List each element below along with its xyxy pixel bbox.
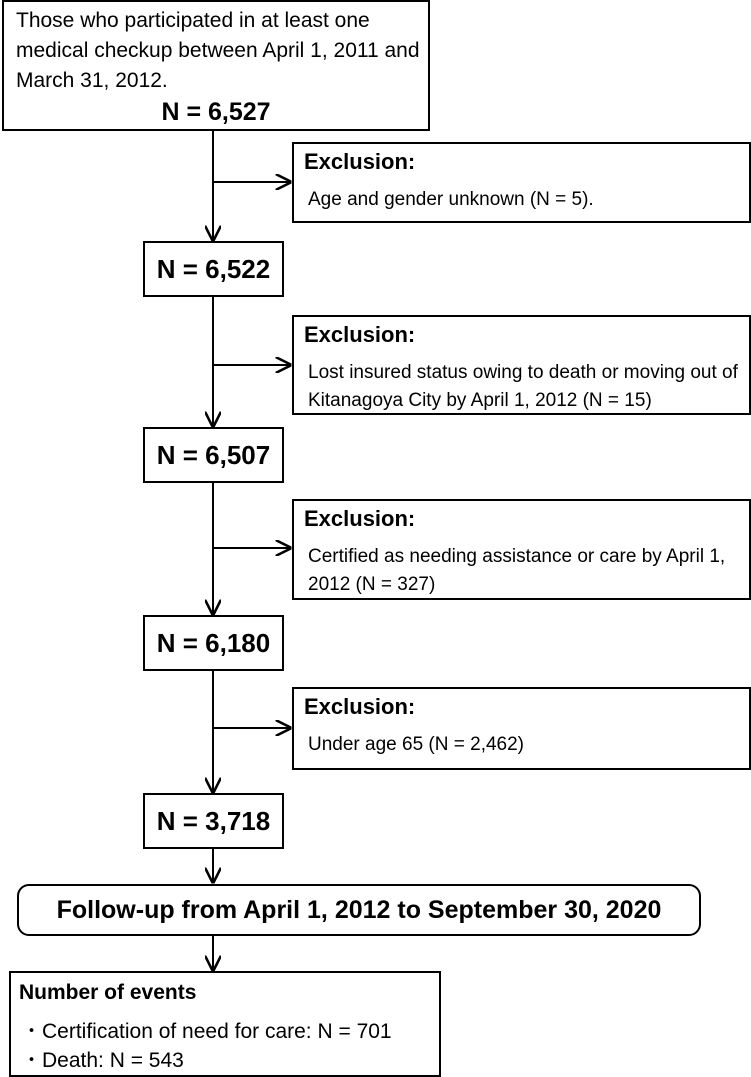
remaining-box-2 xyxy=(143,427,284,483)
exclusion-box-1 xyxy=(292,142,751,223)
remaining-count: N = 6,180 xyxy=(156,627,271,658)
remaining-box-1 xyxy=(143,241,284,297)
exclusion-text: Age and gender unknown (N = 5). xyxy=(308,189,594,210)
remaining-count: N = 6,507 xyxy=(156,439,271,470)
exclusion-title: Exclusion: xyxy=(304,694,416,719)
remaining-count: N = 6,522 xyxy=(156,253,271,284)
remaining-box-3 xyxy=(143,615,284,671)
start-box xyxy=(2,0,430,131)
exclusion-box-2 xyxy=(292,315,751,415)
exclusion-text: Lost insured status owing to death or moving out of Kitanagoya City by April 1, 2012 (N = 15) xyxy=(308,362,738,411)
followup-label: Follow-up from April 1, 2012 to September 30, 2020 xyxy=(56,895,662,924)
remaining-box-4 xyxy=(143,793,284,849)
exclusion-box-3 xyxy=(292,499,751,600)
exclusion-title: Exclusion: xyxy=(304,149,416,174)
events-item-care: ・Certification of need for care: N = 701 xyxy=(21,1020,392,1043)
exclusion-title: Exclusion: xyxy=(304,506,416,531)
events-title: Number of events xyxy=(19,981,197,1004)
events-item-death: ・Death: N = 543 xyxy=(21,1049,184,1072)
exclusion-text: Certified as needing assistance or care by April 1, 2012 (N = 327) xyxy=(308,546,726,595)
exclusion-title: Exclusion: xyxy=(304,322,416,347)
start-description: Those who participated in at least one medical checkup between April 1, 2011 and March 31, 2012. xyxy=(16,9,420,92)
start-count: N = 6,527 xyxy=(161,98,271,126)
events-box xyxy=(9,971,441,1077)
followup-box xyxy=(17,884,701,936)
exclusion-box-4 xyxy=(292,687,751,770)
exclusion-text: Under age 65 (N = 2,462) xyxy=(308,734,524,755)
remaining-count: N = 3,718 xyxy=(156,805,271,836)
